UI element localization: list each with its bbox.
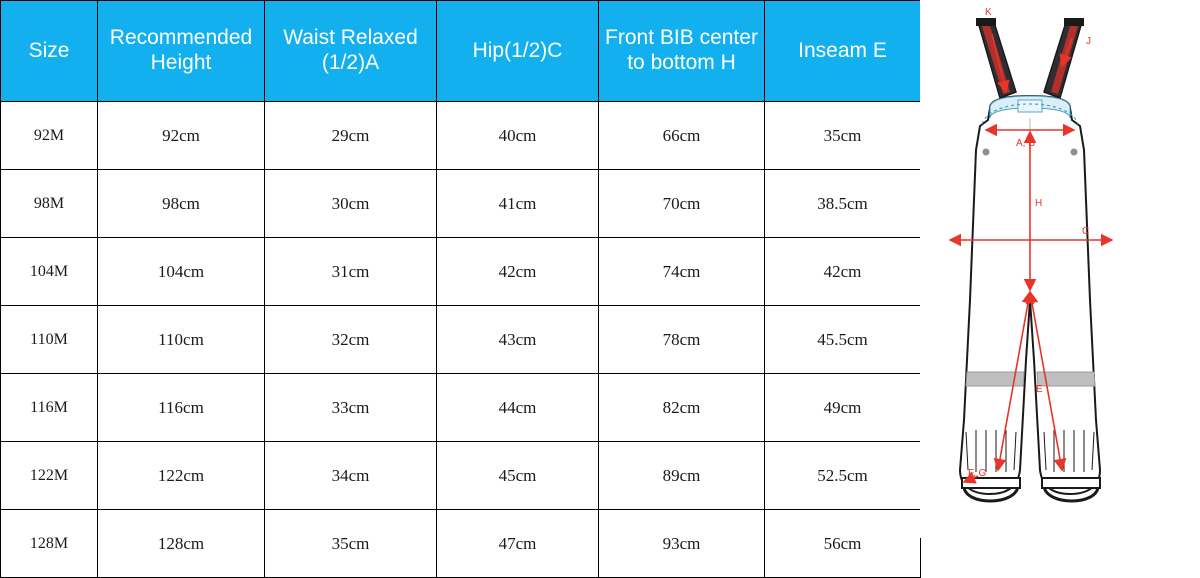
cell-size: 104M	[1, 238, 98, 306]
cell-size: 98M	[1, 170, 98, 238]
cell-inseam: 52.5cm	[765, 442, 921, 510]
column-header-inseam: Inseam E	[765, 1, 921, 102]
cell-hip: 41cm	[437, 170, 599, 238]
cell-bib: 82cm	[599, 374, 765, 442]
cell-hip: 45cm	[437, 442, 599, 510]
label-k: K	[985, 7, 992, 18]
cell-inseam: 45.5cm	[765, 306, 921, 374]
cell-height: 92cm	[98, 102, 265, 170]
cell-bib: 74cm	[599, 238, 765, 306]
cell-inseam: 49cm	[765, 374, 921, 442]
cell-bib: 78cm	[599, 306, 765, 374]
table-row	[1, 170, 921, 238]
label-j: J	[1086, 36, 1091, 47]
cell-waist: 35cm	[265, 510, 437, 578]
column-header-hip: Hip(1/2)C	[437, 1, 599, 102]
cell-hip: 43cm	[437, 306, 599, 374]
cell-waist: 32cm	[265, 306, 437, 374]
label-fg: F, G	[968, 468, 987, 479]
table-row	[1, 102, 921, 170]
cell-inseam: 42cm	[765, 238, 921, 306]
bib-pants-measurement-diagram	[920, 0, 1200, 538]
cell-size: 92M	[1, 102, 98, 170]
label-h: H	[1035, 198, 1043, 209]
cell-waist: 30cm	[265, 170, 437, 238]
table-row	[1, 510, 921, 578]
size-table-head	[1, 1, 921, 102]
label-ab: A, B	[1016, 138, 1035, 149]
cell-hip: 42cm	[437, 238, 599, 306]
table-row	[1, 306, 921, 374]
table-row	[1, 442, 921, 510]
cell-height: 116cm	[98, 374, 265, 442]
cell-hip: 40cm	[437, 102, 599, 170]
bib-pants-svg	[920, 0, 1200, 538]
column-header-waist-relaxed: Waist Relaxed (1/2)A	[265, 1, 437, 102]
cell-bib: 66cm	[599, 102, 765, 170]
cell-height: 104cm	[98, 238, 265, 306]
cell-size: 128M	[1, 510, 98, 578]
column-header-recommended-height: Recommended Height	[98, 1, 265, 102]
table-row	[1, 374, 921, 442]
table-row	[1, 238, 921, 306]
cell-bib: 89cm	[599, 442, 765, 510]
size-table-body	[1, 102, 921, 578]
cell-bib: 93cm	[599, 510, 765, 578]
cell-size: 122M	[1, 442, 98, 510]
label-c: C	[1082, 226, 1090, 237]
cell-inseam: 35cm	[765, 102, 921, 170]
column-header-size: Size	[1, 1, 98, 102]
cell-height: 98cm	[98, 170, 265, 238]
cell-hip: 44cm	[437, 374, 599, 442]
cell-height: 128cm	[98, 510, 265, 578]
cell-waist: 34cm	[265, 442, 437, 510]
cell-height: 122cm	[98, 442, 265, 510]
cell-size: 110M	[1, 306, 98, 374]
table-header-row	[1, 1, 921, 102]
cell-waist: 33cm	[265, 374, 437, 442]
cell-bib: 70cm	[599, 170, 765, 238]
label-e: E	[1036, 384, 1043, 395]
cell-waist: 29cm	[265, 102, 437, 170]
cell-inseam: 56cm	[765, 510, 921, 578]
shoulder-straps	[976, 18, 1084, 98]
cell-size: 116M	[1, 374, 98, 442]
cell-inseam: 38.5cm	[765, 170, 921, 238]
column-header-front-bib: Front BIB center to bottom H	[599, 1, 765, 102]
cell-waist: 31cm	[265, 238, 437, 306]
cell-hip: 47cm	[437, 510, 599, 578]
cell-height: 110cm	[98, 306, 265, 374]
